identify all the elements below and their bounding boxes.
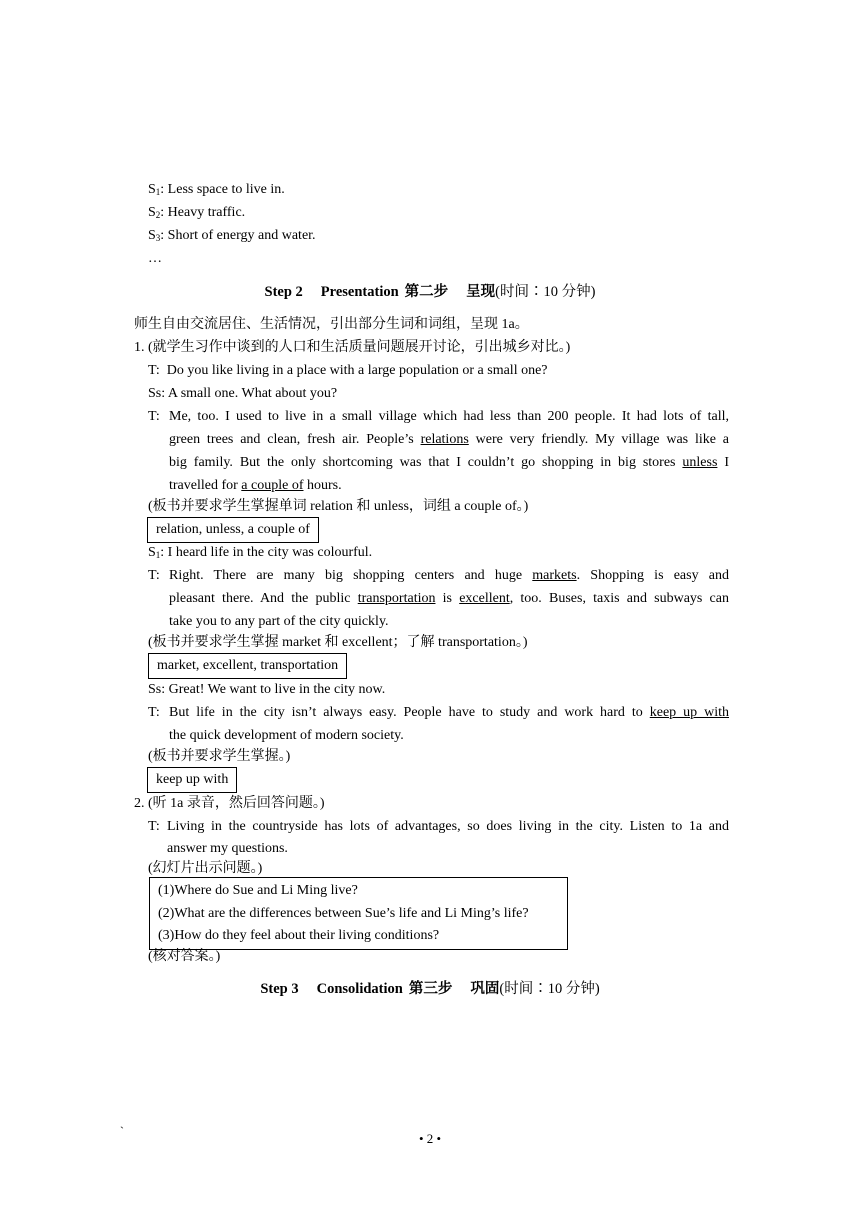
question-2: (2)What are the differences between Sue’s life and Li Ming’s life? (158, 905, 529, 921)
dialogue-t5-line1: Living in the countryside has lots of advantages, so does living in the city. Listen to 1a and (167, 819, 729, 834)
dialogue-t3-line1: Right. There are many big shopping centers and huge markets. Shopping is easy and (169, 568, 730, 583)
footer-mark: ` (120, 1124, 124, 1138)
check-answers-note: (核对答案。) (148, 949, 221, 964)
vocab-markets: markets (532, 568, 577, 583)
page-number: • 2 • (418, 1131, 442, 1146)
question-1: (1)Where do Sue and Li Ming live? (158, 883, 358, 898)
dialogue-t2-line2: green trees and clean, fresh air. People’s relations were very friendly. My village was like a (169, 432, 729, 447)
dialogue-line-t1: T: Do you like living in a place with a large population or a small one? (148, 363, 548, 378)
vocab-unless: unless (682, 455, 718, 470)
dialogue-t2-line1: Me, too. I used to live in a small village which had less than 200 people. It had lots of tall, (169, 409, 729, 424)
dialogue-t4-line2: the quick development of modern society. (169, 728, 404, 743)
question-3: (3)How do they feel about their living conditions? (158, 928, 440, 943)
board-note-3: (板书并要求学生掌握。) (148, 749, 291, 764)
item1-title: 1. (就学生习作中谈到的人口和生活质量问题展开讨论，引出城乡对比。) (134, 340, 571, 355)
dialogue-speaker-t5: T: (148, 819, 160, 834)
step2-heading: Step 2 Presentation 第二步 呈现(时间∶10 分钟) (264, 284, 596, 300)
intro-paragraph: 师生自由交流居住、生活情况，引出部分生词和词组，呈现 1a。 (134, 317, 529, 332)
dialogue-t3-line3: take you to any part of the city quickly. (169, 614, 389, 629)
answer-s2: $S_2$: Heavy traffic. (148, 205, 246, 220)
item2-title: 2. (听 1a 录音，然后回答问题。) (134, 796, 325, 811)
vocab-keep-up-with: keep up with (649, 705, 729, 720)
board-note-1: (板书并要求学生掌握单词 relation 和 unless，词组 a couple of。) (148, 499, 529, 514)
dialogue-line-s1: $S_1$: I heard life in the city was colourful. (148, 545, 373, 560)
answer-s1: $S_1$: Less space to live in. (148, 182, 285, 197)
dialogue-t5-line2: answer my questions. (167, 841, 288, 856)
dialogue-t3-line2: pleasant there. And the public transportation is excellent, too. Buses, taxis and subways can (169, 591, 729, 606)
board-box-3: keep up with (147, 767, 237, 793)
board-note-2: (板书并要求学生掌握 market 和 excellent；了解 transportation。) (148, 635, 528, 650)
board-box-2: market, excellent, transportation (148, 653, 347, 679)
vocab-relations: relations (420, 432, 469, 447)
dialogue-speaker-t2: T: (148, 409, 160, 424)
questions-box (149, 877, 568, 950)
ellipsis: … (148, 251, 162, 266)
vocab-transportation: transportation (357, 591, 436, 606)
vocab-a-couple-of: a couple of (241, 478, 304, 493)
dialogue-t2-line3: big family. But the only shortcoming was that I couldn’t go shopping in big stores unless I (169, 455, 729, 470)
dialogue-t2-line4: travelled for a couple of hours. (169, 478, 342, 493)
dialogue-t4-line1: But life in the city isn’t always easy. People have to study and work hard to keep up with (169, 705, 729, 720)
vocab-excellent: excellent (459, 591, 510, 606)
dialogue-line-ss1: Ss: A small one. What about you? (148, 386, 338, 401)
answer-s3: $S_3$: Short of energy and water. (148, 228, 316, 243)
dialogue-line-ss2: Ss: Great! We want to live in the city now. (148, 682, 386, 697)
dialogue-speaker-t4: T: (148, 705, 160, 720)
board-box-1: relation, unless, a couple of (147, 517, 319, 543)
step3-heading: Step 3 Consolidation 第三步 巩固(时间∶10 分钟) (260, 981, 600, 997)
dialogue-speaker-t3: T: (148, 568, 160, 583)
slide-note: (幻灯片出示问题。) (148, 861, 263, 876)
